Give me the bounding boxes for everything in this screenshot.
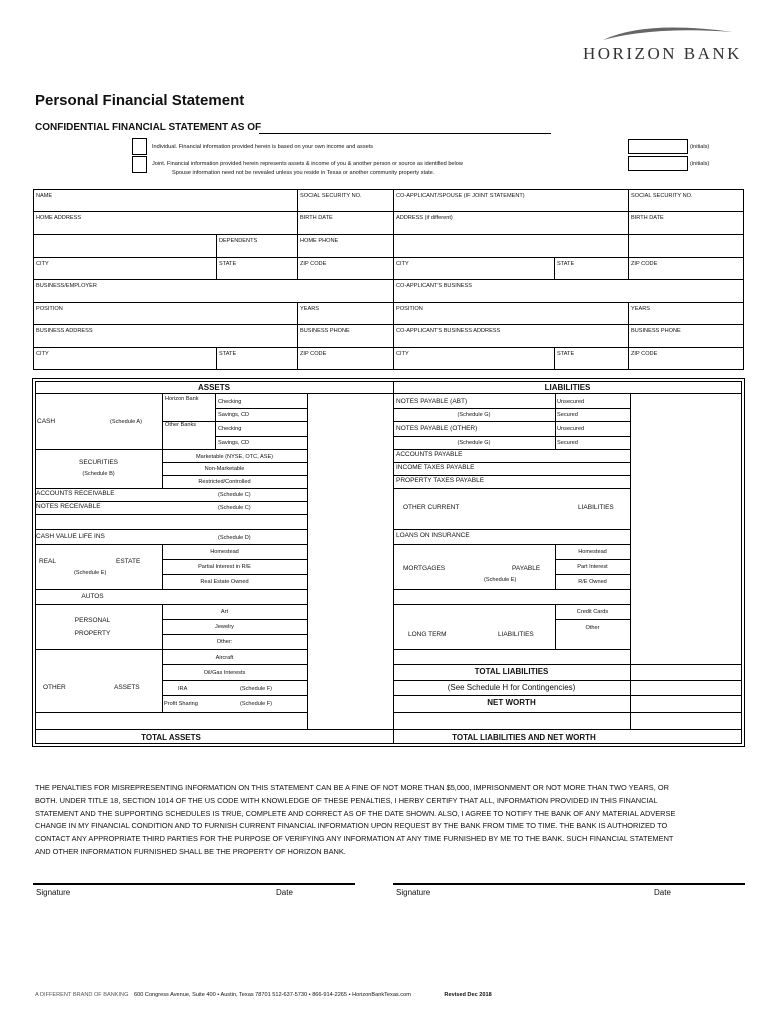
- dependents-label: DEPENDENTS: [219, 238, 258, 244]
- brand-name: HORIZON BANK: [583, 44, 742, 63]
- schedule-f-label: (Schedule F): [240, 686, 273, 692]
- art-label: Art: [220, 609, 229, 615]
- address-diff-label: ADDRESS (if different): [396, 215, 453, 221]
- ira-label: IRA: [178, 686, 188, 692]
- state2-label: STATE: [557, 261, 575, 267]
- zip4-label: ZIP CODE: [631, 351, 658, 357]
- secured2-label: Secured: [557, 440, 578, 446]
- unsecured2-label: Unsecured: [557, 426, 585, 432]
- disclaimer-line: BOTH. UNDER TITLE 18, SECTION 1014 OF THE US CODE WITH KNOWLEDGE OF THESE PENALTIES, I HERBY CERTIFY THAT ALL, INFORMATION PROVIDED IN THIS FINANCIAL: [35, 795, 658, 805]
- business-phone-label: BUSINESS PHONE: [300, 328, 350, 334]
- schedule-c2-label: (Schedule C): [218, 505, 251, 511]
- date-label-2: Date: [654, 888, 671, 897]
- notes-receivable-label: NOTES RECEIVABLE: [36, 503, 101, 510]
- schedule-g2-label: (Schedule G): [457, 440, 491, 446]
- credit-cards-label: Credit Cards: [576, 609, 609, 615]
- autos-label: AUTOS: [81, 593, 104, 600]
- footer: [35, 992, 735, 999]
- schedule-b-label: (Schedule B): [82, 471, 115, 477]
- zip-label: ZIP CODE: [300, 261, 327, 267]
- checking2-label: Checking: [218, 426, 242, 432]
- unsecured-label: Unsecured: [557, 399, 585, 405]
- position-label: POSITION: [36, 306, 63, 312]
- liabilities-word-label: LIABILITIES: [578, 504, 614, 511]
- other-assets-label: OTHER: [43, 684, 66, 691]
- secured-label: Secured: [557, 412, 578, 418]
- city2-label: CITY: [396, 261, 409, 267]
- other-liab-label: Other: [585, 625, 600, 631]
- schedule-c-label: (Schedule C): [218, 492, 251, 498]
- other-colon-label: Other:: [216, 639, 233, 645]
- disclaimer-line: THE PENALTIES FOR MISREPRESENTING INFORMATION ON THIS STATEMENT CAN BE A FINE OF NOT MORE THAN $5,000, IMPRISONMENT OR NOT MORE THAN TWO YEARS, OR: [35, 783, 669, 792]
- assets-word-label: ASSETS: [114, 684, 140, 691]
- years-label: YEARS: [300, 306, 319, 312]
- individual-checkbox[interactable]: [132, 138, 147, 155]
- individual-initials-label: (initials): [690, 144, 710, 150]
- footer-address: 600 Congress Avenue, Suite 400 • Austin, Texas 78701 512-637-5730 • 866-914-2265 • HorizonBankTexas.com: [134, 992, 411, 998]
- individual-text: Individual. Financial information provided herein is based on your own income and assets: [152, 144, 374, 150]
- name-label: NAME: [36, 193, 53, 199]
- joint-initials-field[interactable]: [628, 156, 688, 171]
- home-address-label: HOME ADDRESS: [36, 215, 82, 221]
- business-address-label: BUSINESS ADDRESS: [36, 328, 93, 334]
- footer-revised: Revised Dec 2018: [444, 992, 492, 998]
- position2-label: POSITION: [396, 306, 423, 312]
- schedule-f2-label: (Schedule F): [240, 701, 273, 707]
- zip3-label: ZIP CODE: [300, 351, 327, 357]
- other-current-label: OTHER CURRENT: [403, 504, 460, 511]
- real-label: REAL: [39, 558, 56, 565]
- total-assets-label: TOTAL ASSETS: [141, 733, 201, 742]
- individual-initials-field[interactable]: [628, 139, 688, 154]
- checking-label: Checking: [218, 399, 242, 405]
- birth-date-label: BIRTH DATE: [300, 215, 333, 221]
- joint-initials-label: (initials): [690, 161, 710, 167]
- spouse-text: Spouse information need not be revealed unless you reside in Texas or another community property state.: [172, 170, 435, 176]
- re-owned-label: Real Estate Owned: [200, 579, 249, 585]
- disclaimer: [35, 782, 745, 859]
- liabilities-word2-label: LIABILITIES: [498, 631, 534, 638]
- re-owned-liab-label: R/E Owned: [578, 579, 607, 585]
- coapp-business-address-label: CO-APPLICANT'S BUSINESS ADDRESS: [396, 328, 501, 334]
- signature-label-2: Signature: [396, 888, 431, 897]
- signature-line-1[interactable]: [33, 883, 355, 885]
- schedule-a-label: (Schedule A): [110, 419, 143, 425]
- loans-insurance-label: LOANS ON INSURANCE: [396, 532, 470, 539]
- aircraft-label: Aircraft: [215, 655, 234, 661]
- total-liabilities-label: TOTAL LIABILITIES: [474, 667, 549, 676]
- disclaimer-line: AND OTHER INFORMATION FURNISHED SHALL BE THE PROPERTY OF HORIZON BANK.: [35, 846, 346, 856]
- cash-value-label: CASH VALUE LIFE INS: [36, 533, 105, 540]
- schedule-e-liab-label: (Schedule E): [484, 577, 517, 583]
- restricted-label: Restricted/Controlled: [198, 479, 251, 485]
- city3-label: CITY: [36, 351, 49, 357]
- oil-gas-label: Oil/Gas Interests: [203, 670, 246, 676]
- ssn2-label: SOCIAL SECURITY NO.: [631, 193, 693, 199]
- schedule-e-label: (Schedule E): [74, 570, 107, 576]
- liabilities-header: LIABILITIES: [544, 383, 591, 392]
- cash-label: CASH: [37, 418, 56, 425]
- state-label: STATE: [219, 261, 237, 267]
- city-label: CITY: [36, 261, 49, 267]
- joint-text: Joint. Financial information provided herein represents assets & income of you & another person or source as identified below: [152, 161, 463, 167]
- partial-interest-label: Partial Interest in R/E: [198, 564, 251, 570]
- homestead-label: Homestead: [210, 549, 239, 555]
- state3-label: STATE: [219, 351, 237, 357]
- logo-swoosh-icon: [575, 22, 750, 44]
- accounts-payable-label: ACCOUNTS PAYABLE: [396, 451, 463, 458]
- business-label: BUSINESS/EMPLOYER: [36, 283, 97, 289]
- logo: [575, 22, 750, 66]
- years2-label: YEARS: [631, 306, 650, 312]
- marketable-label: Marketable (NYSE, OTC, ASE): [195, 454, 274, 460]
- savings-cd2-label: Savings, CD: [218, 440, 250, 446]
- property-label: PROPERTY: [74, 630, 111, 637]
- long-term-label: LONG TERM: [408, 631, 447, 638]
- signature-label-1: Signature: [36, 888, 71, 897]
- securities-label: SECURITIES: [78, 459, 118, 466]
- part-interest-label: Part Interest: [577, 564, 608, 570]
- contingencies-label: (See Schedule H for Contingencies): [447, 683, 576, 692]
- notes-abt-label: NOTES PAYABLE (ABT): [396, 398, 468, 405]
- mortgages-label: MORTGAGES: [403, 565, 446, 572]
- ssn-label: SOCIAL SECURITY NO.: [300, 193, 362, 199]
- schedule-g-label: (Schedule G): [457, 412, 491, 418]
- date-label-1: Date: [276, 888, 293, 897]
- coapp-label: CO-APPLICANT/SPOUSE (IF JOINT STATEMENT): [396, 193, 525, 199]
- net-worth-label: NET WORTH: [487, 698, 536, 707]
- as-of-line: [259, 133, 551, 134]
- joint-checkbox[interactable]: [132, 156, 147, 173]
- zip2-label: ZIP CODE: [631, 261, 658, 267]
- city4-label: CITY: [396, 351, 409, 357]
- coapp-business-label: CO-APPLICANT'S BUSINESS: [396, 283, 472, 289]
- disclaimer-line: STATEMENT AND THE SUPPORTING SCHEDULES IS TRUE, COMPLETE AND CORRECT AS OF THE DATE SHOWN. ALSO, I AGREE TO NOTIFY THE BANK OF ANY MATERIAL ADVERSE: [35, 808, 676, 818]
- state4-label: STATE: [557, 351, 575, 357]
- estate-label: ESTATE: [116, 558, 141, 565]
- home-phone-label: HOME PHONE: [300, 238, 339, 244]
- other-banks-label: Other Banks: [165, 422, 197, 428]
- horizon-bank-label: Horizon Bank: [165, 396, 199, 402]
- accounts-receivable-label: ACCOUNTS RECEIVABLE: [36, 490, 115, 497]
- notes-other-label: NOTES PAYABLE (OTHER): [396, 425, 478, 432]
- footer-tagline: A DIFFERENT BRAND OF BANKING: [35, 992, 129, 998]
- birth-date2-label: BIRTH DATE: [631, 215, 664, 221]
- income-taxes-label: INCOME TAXES PAYABLE: [396, 464, 475, 471]
- homestead-liab-label: Homestead: [578, 549, 607, 555]
- savings-cd-label: Savings, CD: [218, 412, 250, 418]
- assets-header: ASSETS: [197, 383, 230, 392]
- non-marketable-label: Non-Marketable: [204, 466, 245, 472]
- personal-label: PERSONAL: [74, 617, 111, 624]
- page-title: Personal Financial Statement: [35, 92, 245, 109]
- schedule-d-label: (Schedule D): [218, 535, 251, 541]
- jewelry-label: Jewelry: [215, 624, 234, 630]
- property-taxes-label: PROPERTY TAXES PAYABLE: [396, 477, 485, 484]
- disclaimer-line: CHANGE IN MY FINANCIAL CONDITION AND TO FURNISH CURRENT FINANCIAL INFORMATION UPON REQUEST BY THE BANK FROM TIME TO TIME. THE BANK IS AUTHORIZED TO: [35, 821, 668, 831]
- business-phone2-label: BUSINESS PHONE: [631, 328, 681, 334]
- page-subtitle: CONFIDENTIAL FINANCIAL STATEMENT AS OF: [35, 122, 262, 133]
- profit-sharing-label: Profit Sharing: [164, 701, 198, 707]
- signature-line-2[interactable]: [393, 883, 745, 885]
- total-liab-net-worth-label: TOTAL LIABILITIES AND NET WORTH: [452, 733, 596, 742]
- payable-label: PAYABLE: [512, 565, 541, 572]
- disclaimer-line: CONTACT ANY APPROPRIATE THIRD PARTIES FOR THE PURPOSE OF VERIFYING ANY INFORMATION AT ANY TIME FURNISHED BY ME TO THE BANK. SUCH FINANCIAL STATEMENT: [35, 834, 674, 844]
